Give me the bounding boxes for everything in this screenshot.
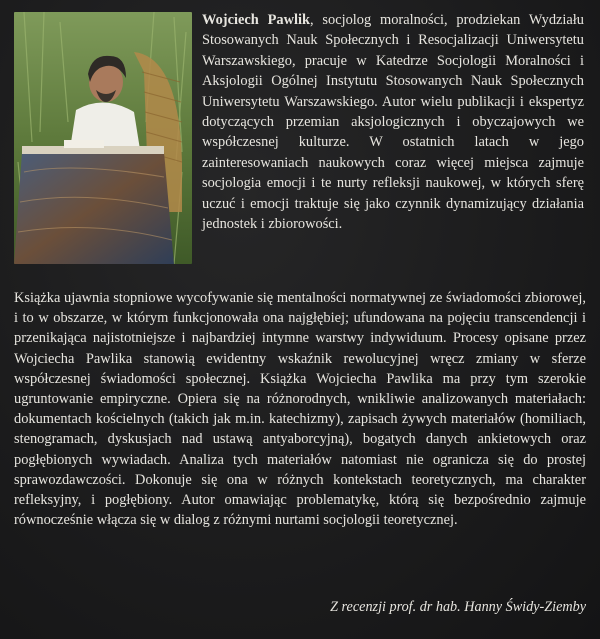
author-bio: [202, 10, 584, 234]
book-blurb: Książka ujawnia stopniowe wycofywanie się mentalności normatywnej ze świadomości zbiorowej, i to w obszarze, w którym funkcjonowała ona najgłębiej; ufundowana na pojęciu transcendencji i przenikająca najistotniejsze i najbardziej intymne warstwy indywiduum. Procesy opisane przez Wojciecha Pawlika stanowią ewidentny wskaźnik rewolucyjnej wręcz zmiany w sferze współczesnej świadomości społecznej. Książka Wojciecha Pawlika ma przy tym szerokie ugruntowanie empiryczne. Opiera się na różnorodnych, wnikliwie analizowanych materiałach: dokumentach kościelnych (takich jak m.in. katechizmy), zapisach żywych materiałów (homiliach, stenogramach, dyskusjach nad ustawą antyaborcyjną), bogatych danych ankietowych oraz pogłębionych wywiadach. Analiza tych materiałów natomiast nie ogranicza się do prostej sprawozdawczości. Dokonuje się ona w różnych kontekstach teoretycznych, ma charakter refleksyjny, i pogłębiony. Autor omawiając problematykę, którą się bezpośrednio zajmuje równocześnie włącza się w dialog z różnymi nurtami socjologii teoretycznej.: [14, 290, 586, 529]
author-name: Wojciech Pawlik: [202, 12, 310, 28]
author-bio-text: , socjolog moralności, prodziekan Wydziału Stosowanych Nauk Społecznych i Resocjalizacji Uniwersytetu Warszawskiego, pracuje w Katedrze Socjologii Moralności i Aksjologii Ogólnej Instytutu Stosowanych Nauk Społecznych Uniwersytetu Warszawskiego. Autor wielu publikacji i ekspertyz dotyczących przemian aksjologicznych i obyczajowych we współczesnej kulturze. W ostatnich latach w jego zainteresowaniach naukowych coraz więcej miejsca zajmuje socjologia emocji i te nurty refleksji naukowej, w których sferę uczuć i emocji traktuje się jako czynnik dynamizujący działania jednostek i zbiorowości.: [202, 12, 584, 233]
review-credit: Z recenzji prof. dr hab. Hanny Świdy-Ziemby: [330, 599, 586, 615]
author-photo: [14, 12, 192, 264]
